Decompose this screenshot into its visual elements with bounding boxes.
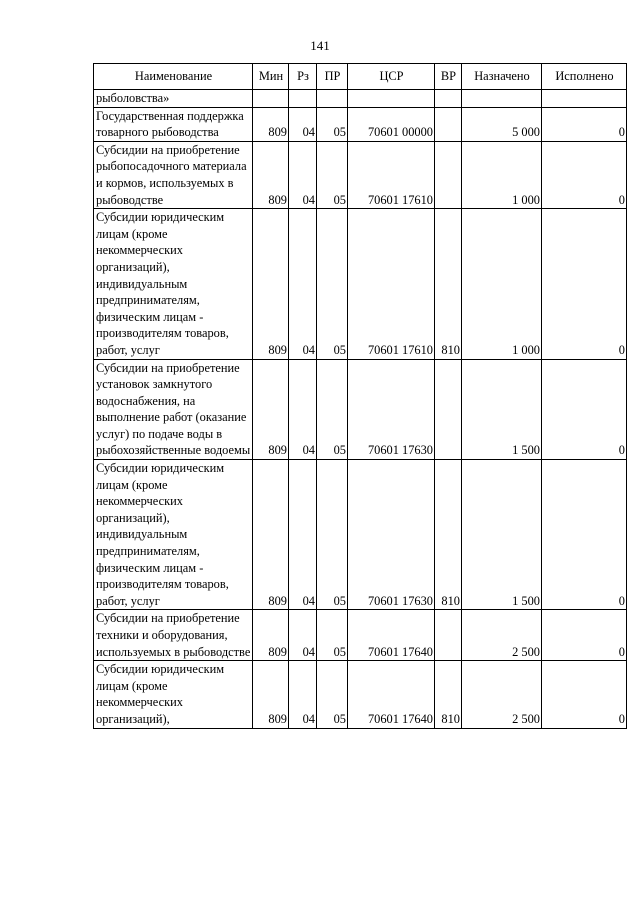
budget-table: [93, 63, 627, 729]
row-name: Субсидии на приобретение рыбопосадочного материала и кормов, используемых в рыбоводстве: [94, 141, 253, 208]
row-executed: 0: [542, 107, 627, 141]
row-csr: 70601 17610: [348, 141, 435, 208]
row-name: Субсидии юридическим лицам (кроме некоммерческих организаций),: [94, 661, 253, 728]
row-executed: [542, 90, 627, 108]
header-assigned: Назначено: [462, 64, 542, 90]
row-vr: 810: [435, 661, 462, 728]
row-vr: 810: [435, 209, 462, 359]
row-pr: [317, 90, 348, 108]
row-pr: 05: [317, 359, 348, 460]
row-name: Субсидии юридическим лицам (кроме некоммерческих организаций), индивидуальным предпринимателям, физическим лицам - производителям товаров, работ, услуг: [94, 209, 253, 359]
table-row: [94, 610, 627, 661]
row-min: 809: [253, 107, 289, 141]
row-pr: 05: [317, 209, 348, 359]
row-csr: 70601 17610: [348, 209, 435, 359]
row-vr: 810: [435, 460, 462, 610]
row-executed: 0: [542, 359, 627, 460]
row-rz: 04: [289, 107, 317, 141]
row-min: 809: [253, 209, 289, 359]
page-number: 141: [310, 38, 330, 53]
table-row: [94, 359, 627, 460]
row-executed: 0: [542, 460, 627, 610]
header-executed: Исполнено: [542, 64, 627, 90]
row-name: Государственная поддержка товарного рыбоводства: [94, 107, 253, 141]
row-name: Субсидии на приобретение техники и оборудования, используемых в рыбоводстве: [94, 610, 253, 661]
row-assigned: 2 500: [462, 610, 542, 661]
header-pr: ПР: [317, 64, 348, 90]
row-pr: 05: [317, 610, 348, 661]
table-row: [94, 141, 627, 208]
row-min: [253, 90, 289, 108]
row-min: 809: [253, 661, 289, 728]
row-executed: 0: [542, 141, 627, 208]
row-vr: [435, 90, 462, 108]
row-rz: 04: [289, 661, 317, 728]
row-rz: 04: [289, 610, 317, 661]
header-rz: Рз: [289, 64, 317, 90]
table-row: [94, 460, 627, 610]
row-csr: [348, 90, 435, 108]
row-executed: 0: [542, 610, 627, 661]
row-pr: 05: [317, 107, 348, 141]
row-pr: 05: [317, 460, 348, 610]
row-rz: [289, 90, 317, 108]
row-name: Субсидии на приобретение установок замкнутого водоснабжения, на выполнение работ (оказание услуг) по подаче воды в рыбохозяйственные водоемы: [94, 359, 253, 460]
row-executed: 0: [542, 661, 627, 728]
table-row: [94, 90, 627, 108]
row-name: Субсидии юридическим лицам (кроме некоммерческих организаций), индивидуальным предпринимателям, физическим лицам - производителям товаров, работ, услуг: [94, 460, 253, 610]
table-row: [94, 209, 627, 359]
row-csr: 70601 17640: [348, 661, 435, 728]
row-rz: 04: [289, 359, 317, 460]
row-min: 809: [253, 359, 289, 460]
row-rz: 04: [289, 141, 317, 208]
row-assigned: 2 500: [462, 661, 542, 728]
row-rz: 04: [289, 209, 317, 359]
row-name: рыболовства»: [94, 90, 253, 108]
header-vr: ВР: [435, 64, 462, 90]
row-assigned: [462, 90, 542, 108]
row-csr: 70601 17630: [348, 460, 435, 610]
row-vr: [435, 107, 462, 141]
row-min: 809: [253, 141, 289, 208]
header-name: Наименование: [94, 64, 253, 90]
row-vr: [435, 610, 462, 661]
row-assigned: 1 500: [462, 460, 542, 610]
table-row: [94, 107, 627, 141]
header-min: Мин: [253, 64, 289, 90]
header-csr: ЦСР: [348, 64, 435, 90]
row-pr: 05: [317, 661, 348, 728]
row-vr: [435, 359, 462, 460]
row-pr: 05: [317, 141, 348, 208]
row-assigned: 5 000: [462, 107, 542, 141]
row-csr: 70601 17630: [348, 359, 435, 460]
row-assigned: 1 500: [462, 359, 542, 460]
row-vr: [435, 141, 462, 208]
table-header-row: [94, 64, 627, 90]
row-assigned: 1 000: [462, 209, 542, 359]
row-csr: 70601 00000: [348, 107, 435, 141]
row-csr: 70601 17640: [348, 610, 435, 661]
table-row: [94, 661, 627, 728]
row-executed: 0: [542, 209, 627, 359]
row-assigned: 1 000: [462, 141, 542, 208]
row-rz: 04: [289, 460, 317, 610]
row-min: 809: [253, 610, 289, 661]
row-min: 809: [253, 460, 289, 610]
